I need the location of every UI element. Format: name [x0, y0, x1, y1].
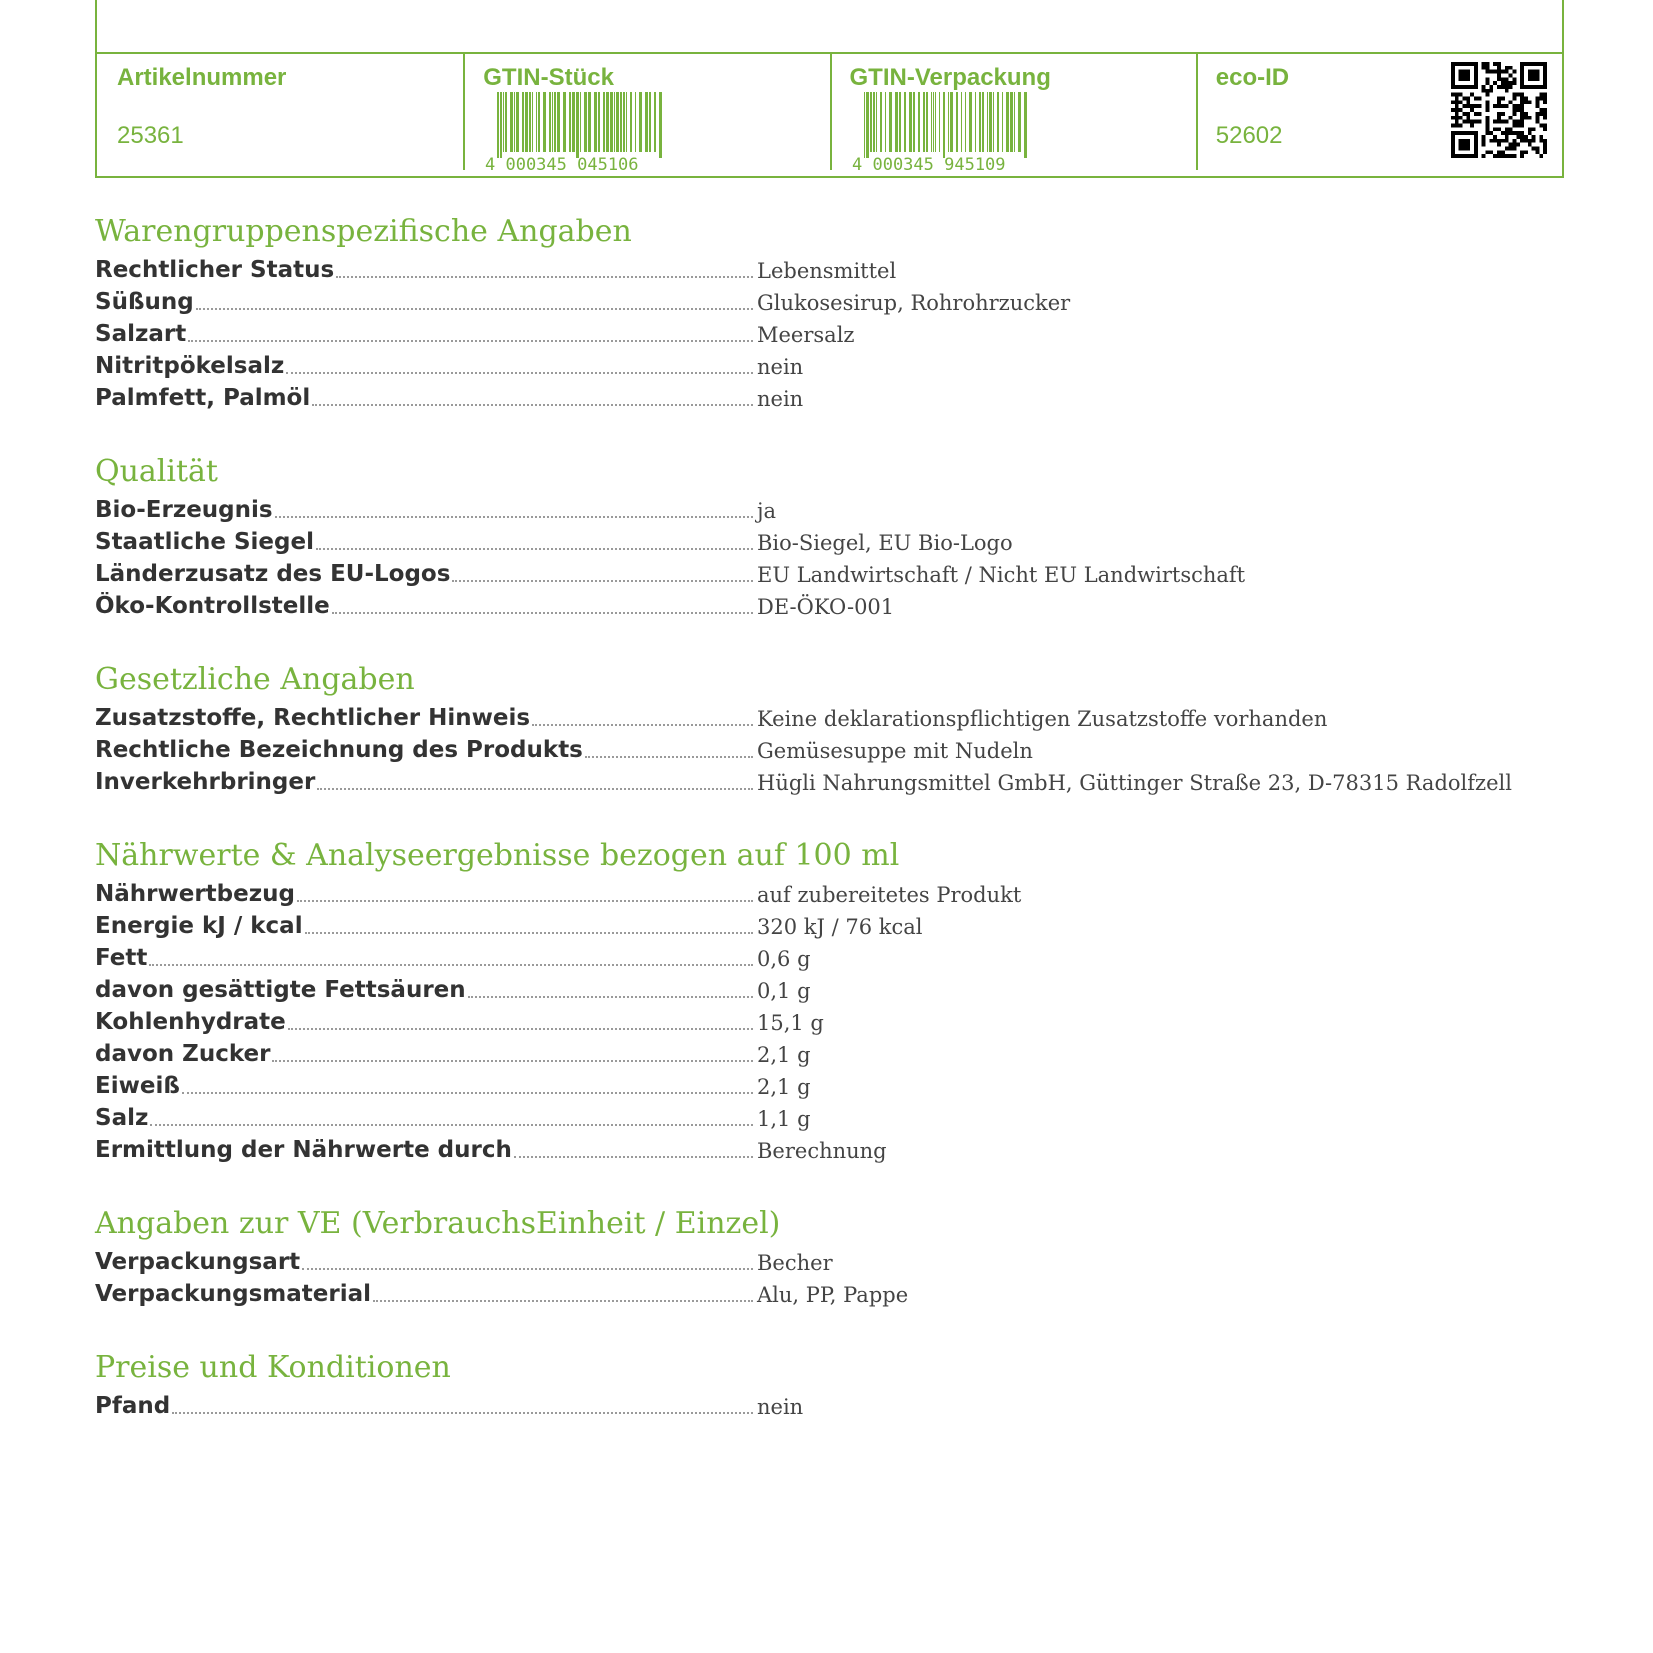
- detail-row: [95, 284, 1515, 316]
- gtin-piece-label: GTIN-Stück: [483, 64, 614, 91]
- dot-leader: [312, 404, 753, 406]
- detail-label: Inverkehrbringer: [95, 769, 316, 795]
- qr-code-icon[interactable]: [1451, 62, 1547, 158]
- dot-leader: [452, 580, 753, 582]
- section: [95, 212, 1515, 412]
- dot-leader: [149, 964, 753, 966]
- section: [95, 1348, 1515, 1420]
- detail-row: [95, 492, 1515, 524]
- detail-label: Eiweiß: [95, 1073, 180, 1099]
- gtin-pack-digits: 4 000345 945109: [851, 155, 1006, 172]
- detail-row: [95, 700, 1515, 732]
- detail-label: Öko-Kontrollstelle: [95, 593, 330, 619]
- detail-row: [95, 1036, 1515, 1068]
- detail-label: Süßung: [95, 289, 194, 315]
- detail-label: Pfand: [95, 1393, 171, 1419]
- detail-label: Salzart: [95, 321, 187, 347]
- dot-leader: [532, 724, 753, 726]
- detail-row: [95, 972, 1515, 1004]
- section: [95, 660, 1515, 796]
- detail-label: Kohlenhydrate: [95, 1009, 286, 1035]
- dot-leader: [150, 1124, 753, 1126]
- dot-leader: [585, 756, 753, 758]
- section-title: Qualität: [95, 454, 218, 489]
- article-number-label: Artikelnummer: [117, 64, 287, 91]
- detail-value: nein: [757, 387, 804, 411]
- eco-id-cell: [1196, 54, 1562, 176]
- product-details: [95, 212, 1515, 1460]
- dot-leader: [297, 900, 753, 902]
- detail-value: Gemüsesuppe mit Nudeln: [757, 739, 1033, 763]
- detail-row: [95, 940, 1515, 972]
- dot-leader: [305, 932, 753, 934]
- gtin-piece-cell: [463, 54, 829, 176]
- detail-label: Palmfett, Palmöl: [95, 385, 311, 411]
- gtin-piece-barcode: [483, 90, 668, 172]
- detail-value: Becher: [757, 1251, 833, 1275]
- detail-value: auf zubereitetes Produkt: [757, 883, 1022, 907]
- detail-row: [95, 1068, 1515, 1100]
- dot-leader: [188, 340, 753, 342]
- detail-label: Verpackungsart: [95, 1249, 301, 1275]
- section-title: Warengruppenspezifische Angaben: [95, 214, 632, 249]
- dot-leader: [332, 612, 753, 614]
- section-title: Angaben zur VE (VerbrauchsEinheit / Einzel): [95, 1206, 781, 1241]
- dot-leader: [286, 372, 753, 374]
- detail-row: [95, 316, 1515, 348]
- section-title: Preise und Konditionen: [95, 1350, 451, 1385]
- section: [95, 1204, 1515, 1308]
- detail-row: [95, 732, 1515, 764]
- detail-label: Nitritpökelsalz: [95, 353, 285, 379]
- detail-label: Fett: [95, 945, 148, 971]
- section: [95, 836, 1515, 1164]
- detail-value: nein: [757, 1395, 804, 1419]
- detail-value: ja: [757, 499, 777, 523]
- detail-row: [95, 556, 1515, 588]
- detail-label: Nährwertbezug: [95, 881, 295, 907]
- detail-row: [95, 588, 1515, 620]
- dot-leader: [336, 276, 753, 278]
- detail-value: 0,6 g: [757, 947, 811, 971]
- detail-row: [95, 908, 1515, 940]
- detail-value: nein: [757, 355, 804, 379]
- detail-value: Keine deklarationspflichtigen Zusatzstoffe vorhanden: [757, 707, 1328, 731]
- dot-leader: [172, 1412, 753, 1414]
- detail-value: EU Landwirtschaft / Nicht EU Landwirtschaft: [757, 563, 1246, 587]
- detail-row: [95, 348, 1515, 380]
- eco-id-label: eco-ID: [1215, 64, 1290, 91]
- dot-leader: [275, 516, 753, 518]
- detail-value: Berechnung: [757, 1139, 887, 1163]
- detail-row: [95, 1004, 1515, 1036]
- detail-value: 2,1 g: [757, 1075, 811, 1099]
- detail-row: [95, 252, 1515, 284]
- detail-value: Lebensmittel: [757, 259, 897, 283]
- detail-value: Glukosesirup, Rohrohrzucker: [757, 291, 1071, 315]
- detail-label: Bio-Erzeugnis: [95, 497, 273, 523]
- detail-value: 320 kJ / 76 kcal: [757, 915, 923, 939]
- detail-row: [95, 1132, 1515, 1164]
- dot-leader: [272, 1060, 753, 1062]
- product-id-header: [95, 0, 1564, 178]
- detail-value: DE-ÖKO-001: [757, 595, 895, 619]
- section-title: Nährwerte & Analyseergebnisse bezogen auf 100 ml: [95, 838, 900, 873]
- dot-leader: [317, 788, 753, 790]
- detail-row: [95, 1388, 1515, 1420]
- detail-row: [95, 380, 1515, 412]
- detail-label: Länderzusatz des EU-Logos: [95, 561, 451, 587]
- gtin-piece-digits: 4 000345 045106: [485, 155, 639, 172]
- detail-row: [95, 1244, 1515, 1276]
- detail-label: Staatliche Siegel: [95, 529, 314, 555]
- detail-value: Hügli Nahrungsmittel GmbH, Güttinger Straße 23, D-78315 Radolfzell: [757, 771, 1512, 795]
- gtin-pack-label: GTIN-Verpackung: [849, 64, 1051, 91]
- dot-leader: [373, 1300, 753, 1302]
- detail-row: [95, 1276, 1515, 1308]
- article-number-cell: [97, 54, 463, 176]
- dot-leader: [196, 308, 753, 310]
- article-number-value: 25361: [117, 122, 184, 149]
- eco-id-value: 52602: [1215, 122, 1283, 149]
- detail-label: Rechtliche Bezeichnung des Produkts: [95, 737, 583, 763]
- detail-value: Meersalz: [757, 323, 855, 347]
- section: [95, 452, 1515, 620]
- detail-label: Energie kJ / kcal: [95, 913, 303, 939]
- detail-value: 15,1 g: [757, 1011, 824, 1035]
- detail-value: Alu, PP, Pappe: [757, 1283, 909, 1307]
- gtin-pack-cell: [830, 54, 1196, 176]
- detail-label: davon Zucker: [95, 1041, 271, 1067]
- detail-value: 1,1 g: [757, 1107, 811, 1131]
- dot-leader: [514, 1156, 753, 1158]
- detail-label: Verpackungsmaterial: [95, 1281, 372, 1307]
- dot-leader: [182, 1092, 753, 1094]
- detail-label: davon gesättigte Fettsäuren: [95, 977, 466, 1003]
- detail-row: [95, 764, 1515, 796]
- dot-leader: [302, 1268, 753, 1270]
- dot-leader: [468, 996, 753, 998]
- detail-row: [95, 876, 1515, 908]
- detail-label: Rechtlicher Status: [95, 257, 335, 283]
- detail-label: Zusatzstoffe, Rechtlicher Hinweis: [95, 705, 531, 731]
- detail-row: [95, 524, 1515, 556]
- gtin-pack-barcode: [850, 90, 1035, 172]
- dot-leader: [288, 1028, 753, 1030]
- section-title: Gesetzliche Angaben: [95, 662, 415, 697]
- detail-label: Salz: [95, 1105, 149, 1131]
- detail-label: Ermittlung der Nährwerte durch: [95, 1137, 512, 1163]
- dot-leader: [316, 548, 753, 550]
- detail-value: Bio-Siegel, EU Bio-Logo: [757, 531, 1013, 555]
- detail-value: 2,1 g: [757, 1043, 811, 1067]
- detail-value: 0,1 g: [757, 979, 811, 1003]
- detail-row: [95, 1100, 1515, 1132]
